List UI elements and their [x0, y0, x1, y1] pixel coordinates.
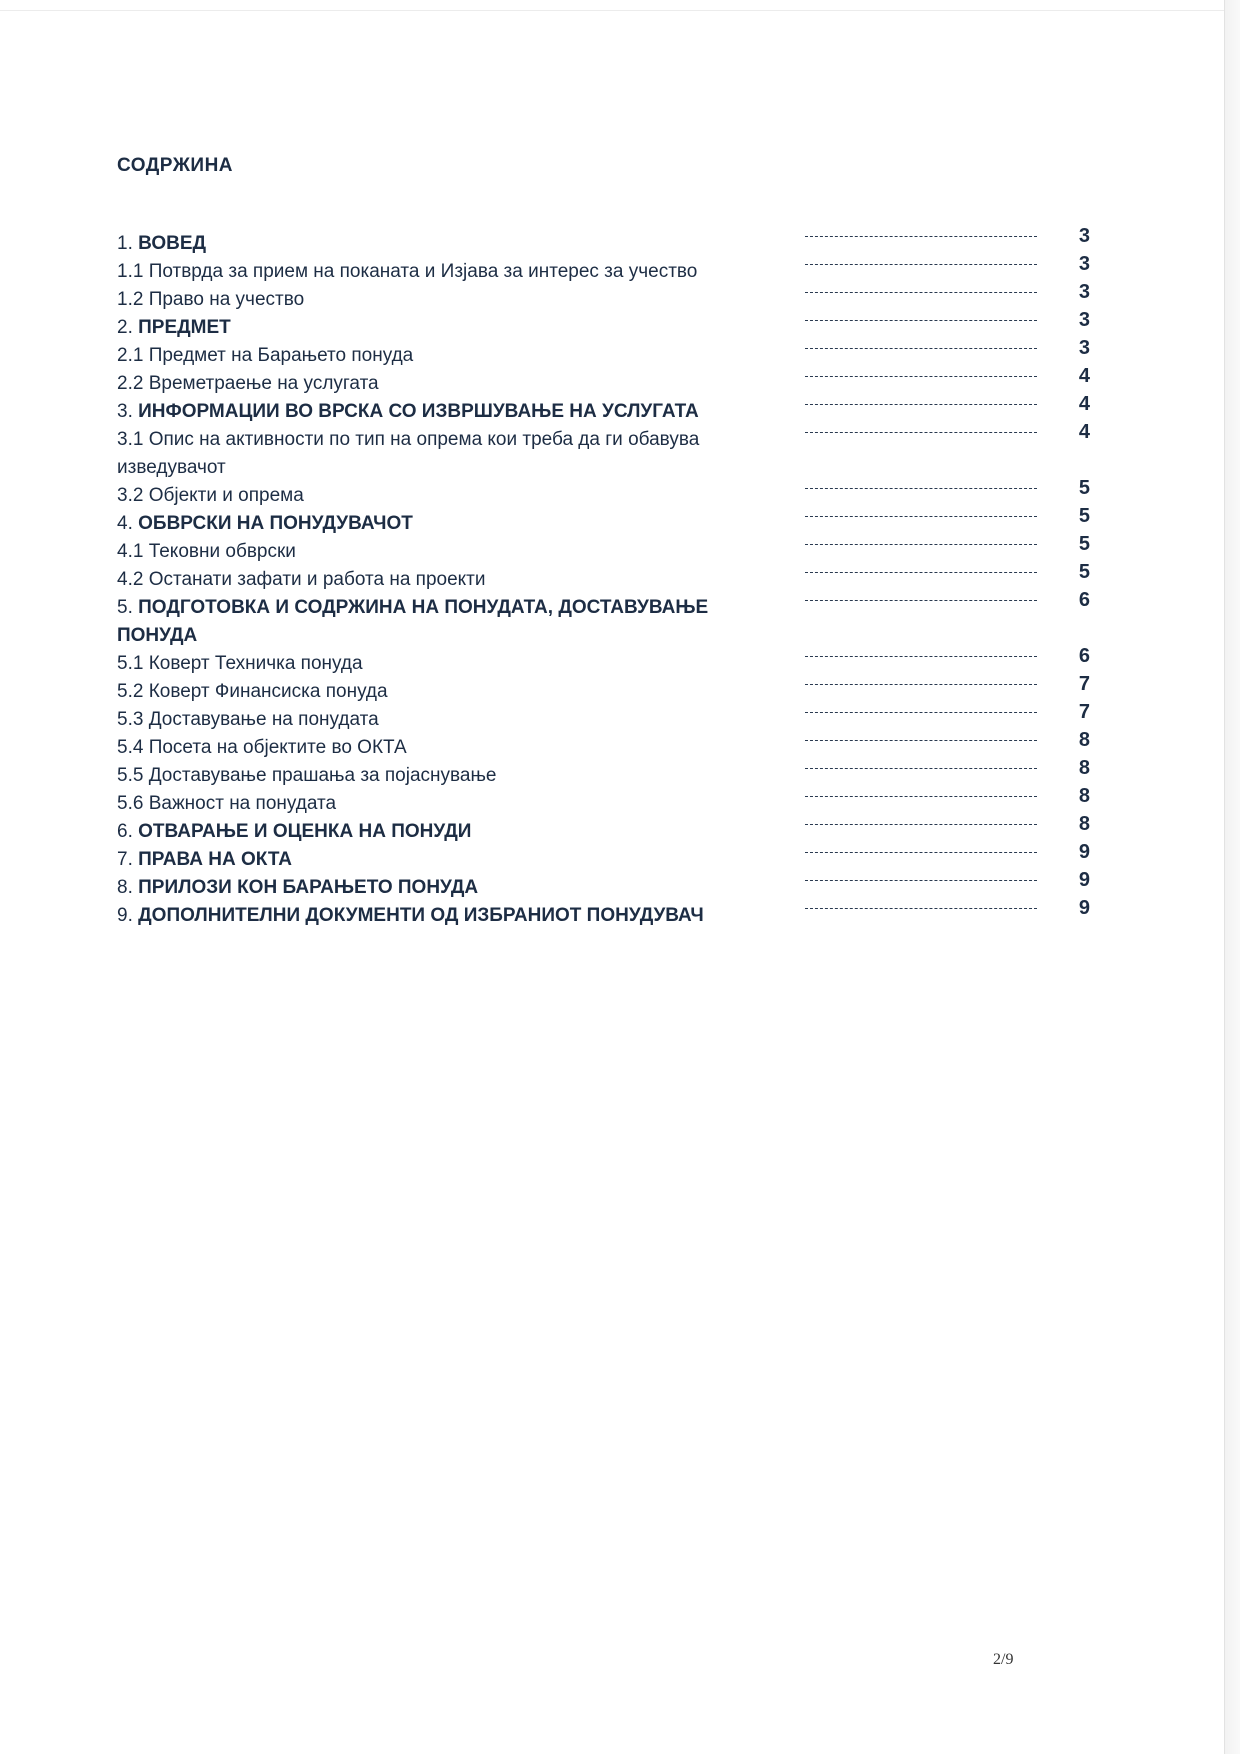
toc-entry-number: 5.6 [117, 793, 144, 814]
toc-section[interactable] [117, 505, 1097, 538]
toc-entry-number: 1.2 [117, 289, 144, 310]
toc-entry-number: 1. [117, 233, 133, 254]
toc-page-number: 5 [1078, 561, 1090, 583]
toc-entry-number: 5.1 [117, 653, 144, 674]
toc-entry-text [117, 482, 792, 510]
toc-page-number: 9 [1078, 841, 1090, 863]
toc-entry-number: 5. [117, 597, 133, 618]
toc-entry-label: Коверт Техничка понуда [148, 653, 363, 674]
toc-entry-number: 8. [117, 877, 133, 898]
toc-entry-text [117, 286, 792, 314]
toc-section[interactable] [117, 225, 1097, 258]
toc-entry-text [117, 678, 792, 706]
toc-entry-text [117, 258, 792, 286]
toc-entry-text [117, 874, 792, 902]
toc-dotted-leader [805, 432, 1037, 433]
toc-entry-label: Останати зафати и работа на проекти [148, 569, 486, 590]
toc-dotted-leader [805, 544, 1037, 545]
toc-dotted-leader [805, 796, 1037, 797]
toc-entry-number: 2.2 [117, 373, 144, 394]
toc-entry-text [117, 818, 792, 846]
toc-section[interactable] [117, 813, 1097, 846]
toc-entry-text [117, 734, 792, 762]
toc-subsection[interactable] [117, 757, 1097, 790]
toc-page-number: 6 [1078, 589, 1090, 611]
toc-page-number: 3 [1078, 253, 1090, 275]
toc-page-number: 4 [1078, 365, 1090, 387]
page-top-border [0, 10, 1224, 11]
toc-dotted-leader [805, 684, 1037, 685]
toc-subsection[interactable] [117, 673, 1097, 706]
toc-dotted-leader [805, 656, 1037, 657]
toc-entry-text [117, 902, 792, 930]
toc-subsection[interactable] [117, 477, 1097, 510]
toc-entry-number: 4.1 [117, 541, 144, 562]
toc-entry-label: ПРАВА НА ОКТА [138, 849, 292, 870]
toc-page-number: 8 [1078, 729, 1090, 751]
toc-entry-text [117, 650, 792, 678]
toc-subsection[interactable] [117, 365, 1097, 398]
toc-entry-text [117, 762, 792, 790]
toc-subsection[interactable] [117, 561, 1097, 594]
toc-page-number: 4 [1078, 421, 1090, 443]
toc-entry-label: ОБВРСКИ НА ПОНУДУВАЧОТ [138, 513, 413, 534]
toc-page-number: 3 [1078, 225, 1090, 247]
toc-entry-label: Важност на понудата [148, 793, 337, 814]
toc-page-number: 5 [1078, 477, 1090, 499]
toc-entry-text [117, 706, 792, 734]
toc-dotted-leader [805, 740, 1037, 741]
toc-page-number: 8 [1078, 757, 1090, 779]
toc-dotted-leader [805, 236, 1037, 237]
toc-entry-number: 1.1 [117, 261, 144, 282]
toc-entry-text [117, 510, 792, 538]
toc-page-number: 3 [1078, 337, 1090, 359]
toc-entry-number: 6. [117, 821, 133, 842]
toc-entry-text [117, 538, 792, 566]
toc-entry-label: Предмет на Барањето понуда [148, 345, 414, 366]
toc-entry-text [117, 230, 792, 258]
toc-entry-text [117, 314, 792, 342]
toc-entry-number: 4.2 [117, 569, 144, 590]
toc-subsection[interactable] [117, 785, 1097, 818]
toc-entry-label: Опис на активности по тип на опрема кои треба да ги обавува изведувачот [117, 429, 700, 478]
toc-dotted-leader [805, 824, 1037, 825]
toc-section[interactable] [117, 869, 1097, 902]
toc-section[interactable] [117, 841, 1097, 874]
toc-dotted-leader [805, 880, 1037, 881]
toc-entry-number: 7. [117, 849, 133, 870]
toc-section[interactable] [117, 897, 1097, 930]
toc-page-number: 7 [1078, 701, 1090, 723]
toc-entry-number: 9. [117, 905, 133, 926]
footer-page-number: 2/9 [993, 1651, 1014, 1668]
toc-dotted-leader [805, 712, 1037, 713]
toc-entry-number: 5.3 [117, 709, 144, 730]
toc-entry-text [117, 846, 792, 874]
toc-dotted-leader [805, 320, 1037, 321]
toc-entry-label: ПОДГОТОВКА И СОДРЖИНА НА ПОНУДАТА, ДОСТАВУВАЊЕ ПОНУДА [117, 597, 709, 646]
toc-page-number: 4 [1078, 393, 1090, 415]
toc-dotted-leader [805, 852, 1037, 853]
toc-entry-label: ИНФОРМАЦИИ ВО ВРСКА СО ИЗВРШУВАЊЕ НА УСЛУГАТА [138, 401, 699, 422]
toc-subsection[interactable] [117, 701, 1097, 734]
toc-entry-label: ПРЕДМЕТ [138, 317, 231, 338]
toc-entry-number: 3.2 [117, 485, 144, 506]
toc-dotted-leader [805, 768, 1037, 769]
toc-entry-label: ПРИЛОЗИ КОН БАРАЊЕТО ПОНУДА [138, 877, 479, 898]
toc-page-number: 9 [1078, 869, 1090, 891]
toc-entry-label: Времетраење на услугата [148, 373, 379, 394]
toc-dotted-leader [805, 348, 1037, 349]
toc-entry-text [117, 790, 792, 818]
toc-page-number: 3 [1078, 281, 1090, 303]
toc-section[interactable] [117, 309, 1097, 342]
toc-section[interactable] [117, 393, 1097, 426]
toc-page-number: 3 [1078, 309, 1090, 331]
toc-entry-text [117, 370, 792, 398]
toc-dotted-leader [805, 516, 1037, 517]
toc-entry-number: 5.4 [117, 737, 144, 758]
toc-dotted-leader [805, 908, 1037, 909]
toc-entry-label: Објекти и опрема [148, 485, 304, 506]
toc-entry-text [117, 426, 792, 482]
toc-page-number: 6 [1078, 645, 1090, 667]
toc-subsection[interactable] [117, 421, 1097, 482]
page-right-edge [1224, 0, 1240, 1754]
toc-subsection[interactable] [117, 533, 1097, 566]
toc-dotted-leader [805, 376, 1037, 377]
toc-page-number: 8 [1078, 813, 1090, 835]
toc-entry-number: 3.1 [117, 429, 144, 450]
toc-page-number: 5 [1078, 533, 1090, 555]
toc-entry-label: Доставување прашања за појаснување [148, 765, 497, 786]
toc-section[interactable] [117, 589, 1097, 650]
toc-subsection[interactable] [117, 337, 1097, 370]
toc-title: СОДРЖИНА [117, 155, 234, 176]
toc-entry-text [117, 398, 792, 426]
toc-entry-text [117, 342, 792, 370]
toc-entry-number: 5.2 [117, 681, 144, 702]
toc-page-number: 8 [1078, 785, 1090, 807]
toc-dotted-leader [805, 292, 1037, 293]
toc-dotted-leader [805, 600, 1037, 601]
toc-page-number: 5 [1078, 505, 1090, 527]
toc-subsection[interactable] [117, 253, 1097, 286]
table-of-contents [117, 155, 1097, 930]
toc-entry-number: 2. [117, 317, 133, 338]
toc-page-number: 7 [1078, 673, 1090, 695]
toc-entry-number: 3. [117, 401, 133, 422]
toc-entry-label: ВОВЕД [138, 233, 207, 254]
toc-dotted-leader [805, 264, 1037, 265]
toc-dotted-leader [805, 488, 1037, 489]
toc-entry-number: 4. [117, 513, 133, 534]
toc-entry-label: Тековни обврски [148, 541, 296, 562]
toc-entry-number: 5.5 [117, 765, 144, 786]
toc-subsection[interactable] [117, 729, 1097, 762]
toc-entry-text [117, 594, 792, 650]
toc-entry-label: Потврда за прием на поканата и Изјава за интерес за учество [148, 261, 698, 282]
toc-entry-label: Посета на објектите во ОКТА [148, 737, 407, 758]
toc-list [117, 225, 1097, 930]
toc-entry-label: Коверт Финансиска понуда [148, 681, 388, 702]
toc-subsection[interactable] [117, 645, 1097, 678]
toc-entry-text [117, 566, 792, 594]
toc-dotted-leader [805, 572, 1037, 573]
toc-page-number: 9 [1078, 897, 1090, 919]
toc-entry-label: ОТВАРАЊЕ И ОЦЕНКА НА ПОНУДИ [138, 821, 472, 842]
toc-entry-number: 2.1 [117, 345, 144, 366]
toc-entry-label: Право на учество [148, 289, 305, 310]
toc-entry-label: ДОПОЛНИТЕЛНИ ДОКУМЕНТИ ОД ИЗБРАНИОТ ПОНУДУВАЧ [138, 905, 704, 926]
toc-dotted-leader [805, 404, 1037, 405]
toc-subsection[interactable] [117, 281, 1097, 314]
toc-entry-label: Доставување на понудата [148, 709, 379, 730]
